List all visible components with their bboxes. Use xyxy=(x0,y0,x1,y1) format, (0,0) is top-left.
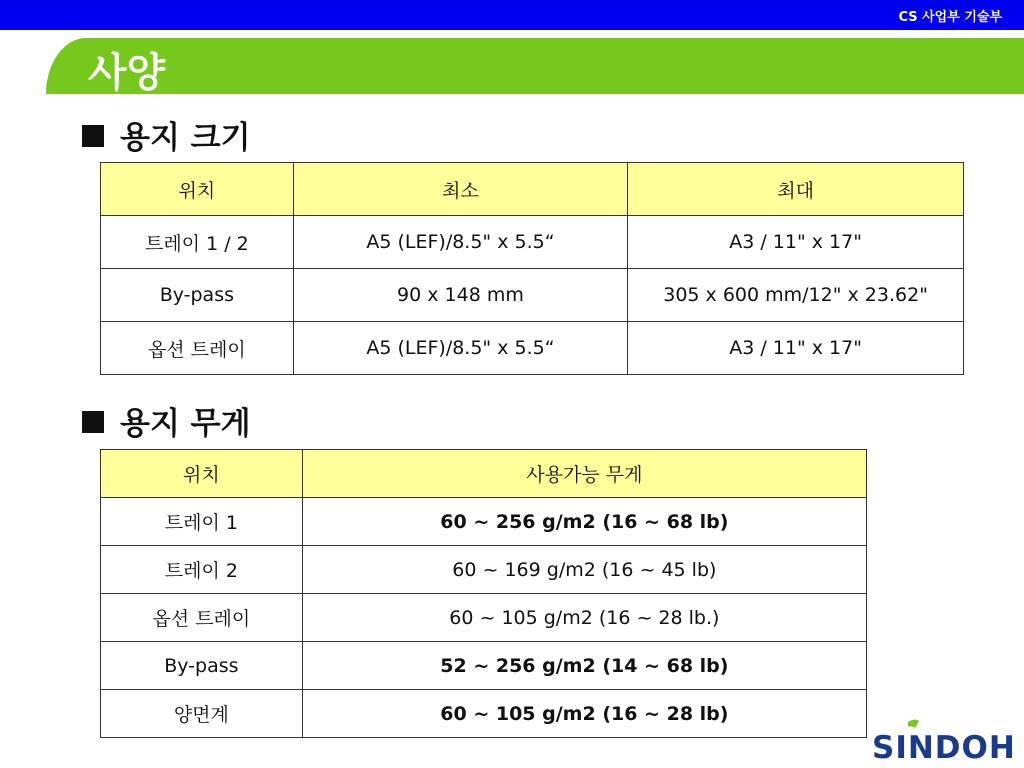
logo-leaf-mark xyxy=(908,720,919,728)
paper-weight-heading-text: 용지 무게 xyxy=(120,406,251,442)
department-label: CS 사업부 기술부 xyxy=(898,10,1002,25)
table-row xyxy=(101,546,867,594)
table-cell: A5 (LEF)/8.5" x 5.5“ xyxy=(293,216,628,269)
page-title: 사양 xyxy=(88,50,166,96)
table-cell: 60 ~ 105 g/m2 (16 ~ 28 lb) xyxy=(302,690,866,738)
column-header: 위치 xyxy=(101,163,294,216)
table-row xyxy=(101,216,964,269)
table-cell: 트레이 1 xyxy=(101,498,303,546)
table-cell: 60 ~ 169 g/m2 (16 ~ 45 lb) xyxy=(302,546,866,594)
table-cell: 60 ~ 105 g/m2 (16 ~ 28 lb.) xyxy=(302,594,866,642)
table-cell: 옵션 트레이 xyxy=(101,322,294,375)
table-cell: A3 / 11" x 17" xyxy=(628,322,964,375)
table-row xyxy=(101,594,867,642)
table-cell: 트레이 1 / 2 xyxy=(101,216,294,269)
column-header: 최대 xyxy=(628,163,964,216)
paper-weight-heading xyxy=(82,398,251,443)
paper-size-heading xyxy=(82,112,251,157)
column-header: 사용가능 무게 xyxy=(302,450,866,498)
table-row xyxy=(101,690,867,738)
column-header: 최소 xyxy=(293,163,628,216)
square-bullet-icon xyxy=(82,411,104,433)
table-cell: 305 x 600 mm/12" x 23.62" xyxy=(628,269,964,322)
table-row xyxy=(101,269,964,322)
column-header: 위치 xyxy=(101,450,303,498)
table-cell: 트레이 2 xyxy=(101,546,303,594)
square-bullet-icon xyxy=(82,125,104,147)
table-cell: By-pass xyxy=(101,642,303,690)
top-banner xyxy=(0,0,1024,30)
title-bar xyxy=(46,38,1024,94)
table-cell: 양면계 xyxy=(101,690,303,738)
table-cell: A3 / 11" x 17" xyxy=(628,216,964,269)
table-row xyxy=(101,498,867,546)
table-cell: A5 (LEF)/8.5" x 5.5“ xyxy=(293,322,628,375)
banner-divider xyxy=(0,30,1024,33)
table-cell: 90 x 148 mm xyxy=(293,269,628,322)
table-cell: 옵션 트레이 xyxy=(101,594,303,642)
table-header-row xyxy=(101,450,867,498)
paper-size-heading-text: 용지 크기 xyxy=(120,120,251,156)
table-row xyxy=(101,322,964,375)
sindoh-logo xyxy=(872,718,1018,762)
table-cell: By-pass xyxy=(101,269,294,322)
paper-size-table xyxy=(100,162,964,375)
table-cell: 52 ~ 256 g/m2 (14 ~ 68 lb) xyxy=(302,642,866,690)
table-header-row xyxy=(101,163,964,216)
logo-text: SINDOH xyxy=(872,730,1016,762)
table-cell: 60 ~ 256 g/m2 (16 ~ 68 lb) xyxy=(302,498,866,546)
table-row xyxy=(101,642,867,690)
paper-weight-table xyxy=(100,449,867,738)
